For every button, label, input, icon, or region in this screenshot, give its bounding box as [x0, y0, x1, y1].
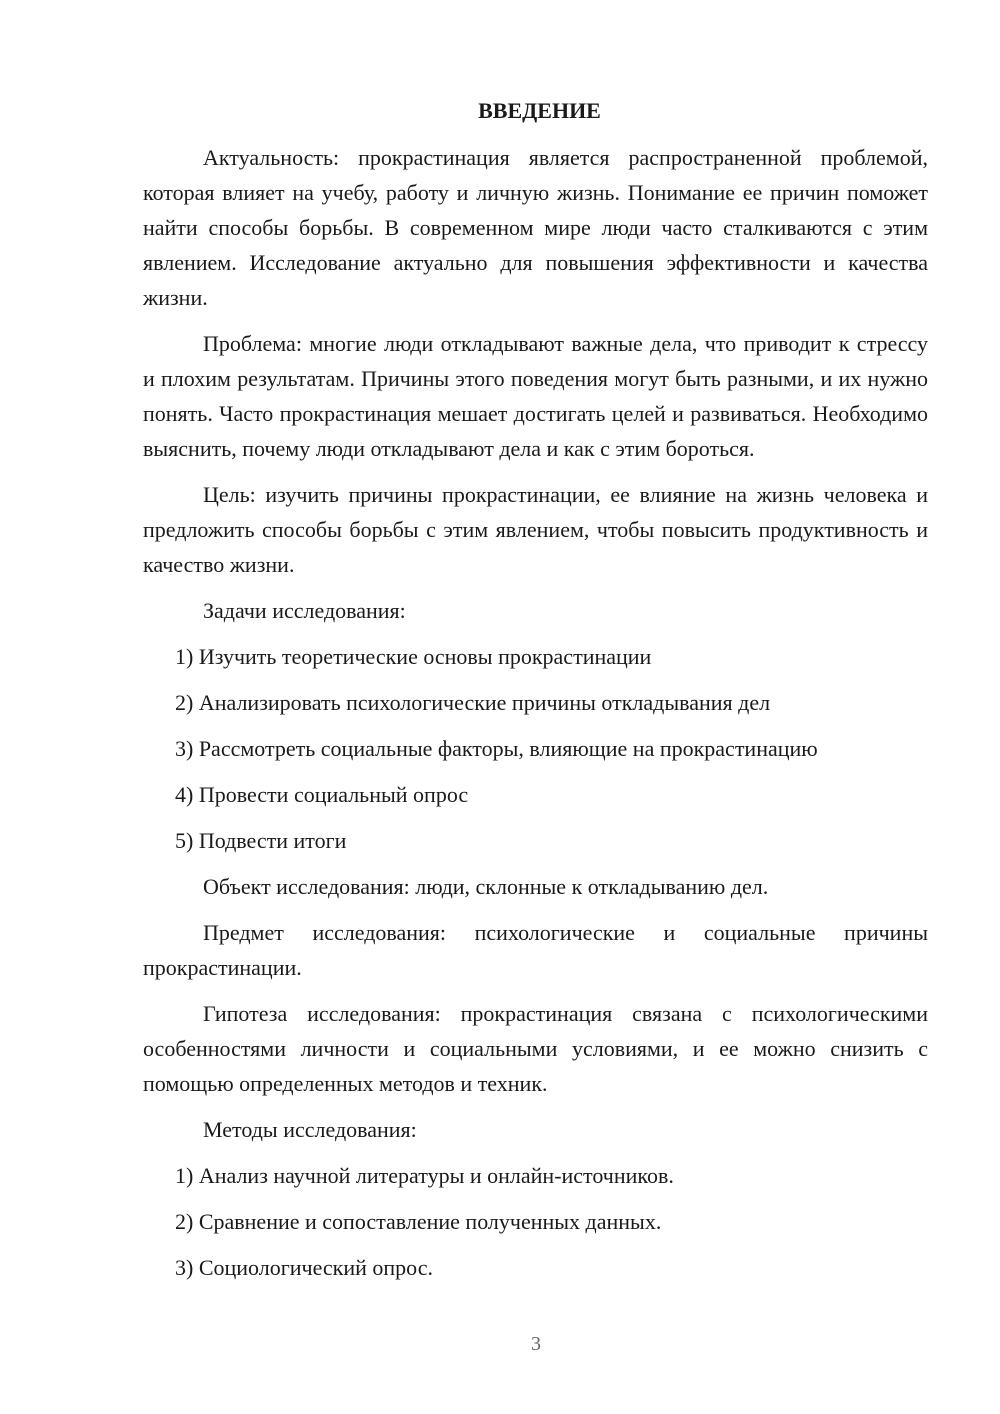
- goal-paragraph: Цель: изучить причины прокрастинации, ее влияние на жизнь человека и предложить способы борьбы с этим явлением, чтобы повысить продуктивность и качество жизни.: [143, 482, 928, 577]
- document-page: [143, 96, 928, 1296]
- tasks-list: [143, 639, 928, 858]
- method-item: 1) Анализ научной литературы и онлайн-источников.: [175, 1163, 674, 1188]
- methods-heading: Методы исследования:: [203, 1117, 417, 1142]
- method-item: 2) Сравнение и сопоставление полученных данных.: [175, 1209, 662, 1234]
- task-item: 2) Анализировать психологические причины откладывания дел: [175, 690, 771, 715]
- methods-list: [143, 1158, 928, 1285]
- hypothesis-paragraph: Гипотеза исследования: прокрастинация связана с психологическими особенностями личности и социальными условиями, и ее можно снизить с помощью определенных методов и техник.: [143, 1001, 928, 1096]
- task-item: 4) Провести социальный опрос: [175, 782, 469, 807]
- page-number: 3: [531, 1333, 541, 1355]
- document-title: ВВЕДЕНИЕ: [478, 98, 601, 123]
- subject-paragraph: Предмет исследования: психологические и социальные причины прокрастинации.: [143, 920, 928, 980]
- object-paragraph: Объект исследования: люди, склонные к откладыванию дел.: [203, 874, 769, 899]
- task-item: 1) Изучить теоретические основы прокрастинации: [175, 644, 652, 669]
- tasks-heading: Задачи исследования:: [203, 598, 406, 623]
- problem-paragraph: Проблема: многие люди откладывают важные дела, что приводит к стрессу и плохим результатам. Причины этого поведения могут быть разными, и их нужно понять. Часто прокрастинация мешает достигать целей и развиваться. Необходимо выяснить, почему люди откладывают дела и как с этим бороться.: [143, 331, 928, 461]
- relevance-paragraph: Актуальность: прокрастинация является распространенной проблемой, которая влияет на учебу, работу и личную жизнь. Понимание ее причин поможет найти способы борьбы. В современном мире люди часто сталкиваются с этим явлением. Исследование актуально для повышения эффективности и качества жизни.: [143, 145, 928, 310]
- task-item: 5) Подвести итоги: [175, 828, 347, 853]
- task-item: 3) Рассмотреть социальные факторы, влияющие на прокрастинацию: [175, 736, 818, 761]
- method-item: 3) Социологический опрос.: [175, 1255, 433, 1280]
